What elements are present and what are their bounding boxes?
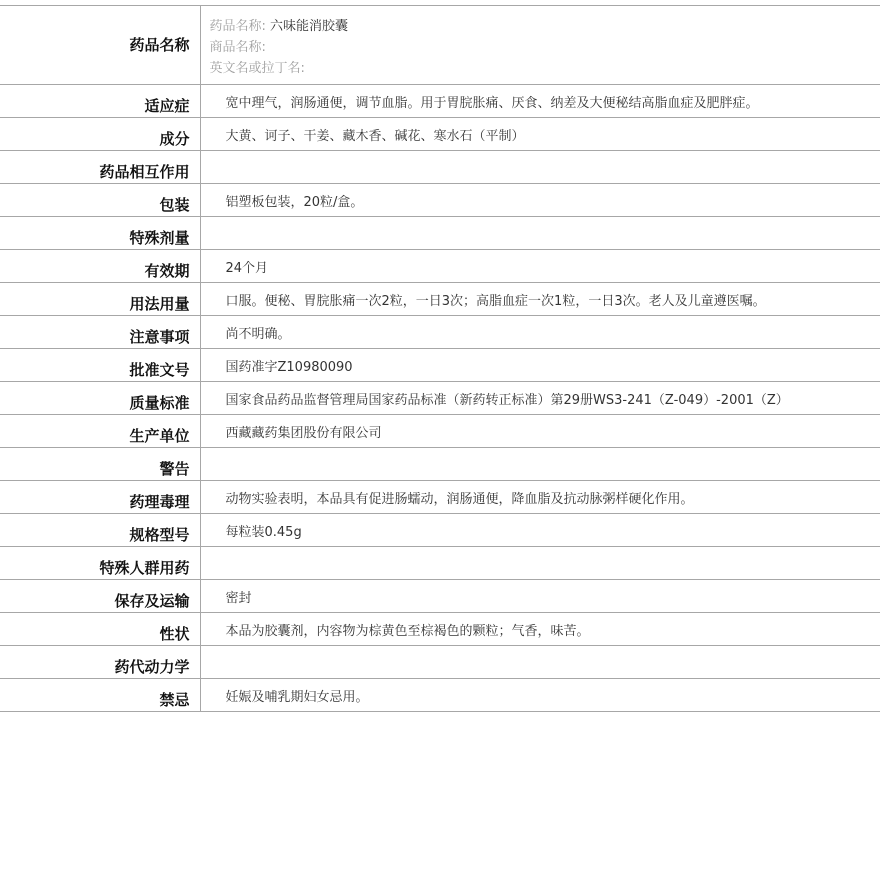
- trade-name-line: [210, 37, 880, 58]
- name-block: [200, 6, 880, 85]
- table-row: [0, 316, 880, 349]
- table-row: [0, 613, 880, 646]
- row-label: 禁忌: [0, 679, 200, 712]
- row-value: 本品为胶囊剂，内容物为棕黄色至棕褐色的颗粒；气香，味苦。: [200, 613, 880, 646]
- table-row: [0, 217, 880, 250]
- table-row: [0, 646, 880, 679]
- table-row: [0, 349, 880, 382]
- row-value: 铝塑板包装，20粒/盒。: [200, 184, 880, 217]
- row-label: 用法用量: [0, 283, 200, 316]
- generic-name-value: 六味能消胶囊: [270, 19, 349, 34]
- row-label: 批准文号: [0, 349, 200, 382]
- row-label-name: 药品名称: [0, 6, 200, 85]
- row-label: 适应症: [0, 85, 200, 118]
- row-value: 西藏藏药集团股份有限公司: [200, 415, 880, 448]
- table-row: [0, 547, 880, 580]
- row-label: 规格型号: [0, 514, 200, 547]
- row-value: 大黄、诃子、干姜、藏木香、碱花、寒水石（平制）: [200, 118, 880, 151]
- table-row: [0, 283, 880, 316]
- row-value: 动物实验表明，本品具有促进肠蠕动，润肠通便，降血脂及抗动脉粥样硬化作用。: [200, 481, 880, 514]
- row-label: 质量标准: [0, 382, 200, 415]
- table-row: [0, 250, 880, 283]
- row-value: 国家食品药品监督管理局国家药品标准（新药转正标准）第29册WS3-241（Z-049）-2001（Z）: [200, 382, 880, 415]
- trade-name-key: 商品名称:: [209, 40, 266, 55]
- table-row: [0, 151, 880, 184]
- row-label: 成分: [0, 118, 200, 151]
- row-label: 性状: [0, 613, 200, 646]
- generic-name-key: 药品名称:: [209, 19, 266, 34]
- row-value: [200, 547, 880, 580]
- english-name-key: 英文名或拉丁名:: [209, 61, 305, 76]
- generic-name-line: [210, 16, 880, 37]
- table-row: [0, 184, 880, 217]
- row-value: [200, 646, 880, 679]
- drug-info-body: [0, 6, 880, 712]
- row-label: 生产单位: [0, 415, 200, 448]
- row-label: 警告: [0, 448, 200, 481]
- table-row: [0, 679, 880, 712]
- row-label: 药代动力学: [0, 646, 200, 679]
- row-value: 口服。便秘、胃脘胀痛一次2粒，一日3次；高脂血症一次1粒，一日3次。老人及儿童遵医嘱。: [200, 283, 880, 316]
- row-value: 密封: [200, 580, 880, 613]
- table-row: [0, 382, 880, 415]
- row-value: [200, 217, 880, 250]
- drug-info-table: [0, 5, 880, 712]
- table-row: [0, 481, 880, 514]
- table-row: [0, 448, 880, 481]
- table-row: [0, 85, 880, 118]
- row-value: 妊娠及哺乳期妇女忌用。: [200, 679, 880, 712]
- row-value: 尚不明确。: [200, 316, 880, 349]
- table-row: [0, 415, 880, 448]
- table-row: [0, 118, 880, 151]
- row-value: [200, 448, 880, 481]
- row-value: 24个月: [200, 250, 880, 283]
- row-label: 注意事项: [0, 316, 200, 349]
- row-label: 有效期: [0, 250, 200, 283]
- row-label: 保存及运输: [0, 580, 200, 613]
- table-row-name: [0, 6, 880, 85]
- row-value: [200, 151, 880, 184]
- row-value: 宽中理气，润肠通便，调节血脂。用于胃脘胀痛、厌食、纳差及大便秘结高脂血症及肥胖症。: [200, 85, 880, 118]
- table-row: [0, 514, 880, 547]
- row-value: 国药准字Z10980090: [200, 349, 880, 382]
- row-value: 每粒装0.45g: [200, 514, 880, 547]
- row-label: 药品相互作用: [0, 151, 200, 184]
- row-label: 特殊剂量: [0, 217, 200, 250]
- table-row: [0, 580, 880, 613]
- row-label: 包装: [0, 184, 200, 217]
- row-label: 特殊人群用药: [0, 547, 200, 580]
- english-name-line: [210, 58, 880, 79]
- row-label: 药理毒理: [0, 481, 200, 514]
